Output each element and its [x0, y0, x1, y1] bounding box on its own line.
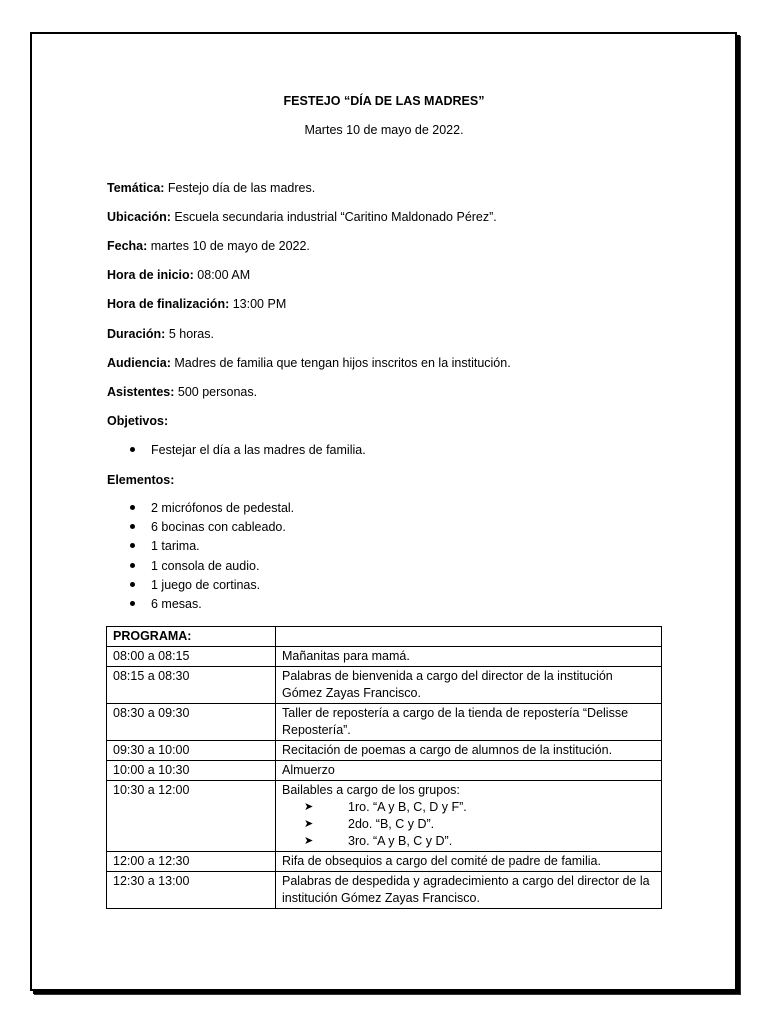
element-text: 1 juego de cortinas.	[151, 578, 261, 592]
element-text: 2 micrófonos de pedestal.	[151, 501, 295, 515]
table-row	[107, 627, 662, 647]
group-text: 2do. “B, C y D”.	[348, 817, 435, 831]
table-row	[107, 741, 662, 761]
table-row	[107, 647, 662, 667]
element-item	[130, 520, 286, 534]
document-date: Martes 10 de mayo de 2022.	[304, 123, 464, 137]
element-text: 1 tarima.	[151, 539, 200, 553]
objective-text: Festejar el día a las madres de familia.	[151, 443, 366, 457]
field-objetivos	[107, 414, 168, 428]
document-title: FESTEJO “DÍA DE LAS MADRES”	[283, 94, 485, 108]
program-table	[106, 626, 662, 909]
element-item	[130, 539, 200, 553]
activity-cell: Palabras de bienvenida a cargo del director de la institución Gómez Zayas Francisco.	[276, 667, 662, 704]
group-item	[282, 833, 655, 850]
time-cell: 08:00 a 08:15	[107, 647, 276, 667]
table-row	[107, 704, 662, 741]
time-cell: 09:30 a 10:00	[107, 741, 276, 761]
field-label: Hora de inicio:	[107, 268, 194, 282]
field-value: 13:00 PM	[229, 297, 287, 311]
field-audiencia	[107, 356, 511, 370]
activity-text: Bailables a cargo de los grupos:	[282, 783, 460, 797]
element-item	[130, 578, 260, 592]
table-row	[107, 852, 662, 872]
field-value: 500 personas.	[174, 385, 258, 399]
field-value: Madres de familia que tengan hijos inscritos en la institución.	[170, 356, 511, 370]
activity-cell: Recitación de poemas a cargo de alumnos de la institución.	[276, 741, 662, 761]
groups-list	[282, 799, 655, 850]
field-ubicacion	[107, 210, 497, 224]
activity-cell: Taller de repostería a cargo de la tienda de repostería “Delisse Repostería”.	[276, 704, 662, 741]
bullet-icon	[130, 524, 135, 529]
field-tematica	[107, 181, 315, 195]
field-asistentes	[107, 385, 257, 399]
table-row	[107, 872, 662, 909]
field-label: Audiencia:	[107, 356, 171, 370]
field-value: Escuela secundaria industrial “Caritino Maldonado Pérez”.	[170, 210, 497, 224]
field-label: Ubicación:	[107, 210, 171, 224]
activity-cell: Rifa de obsequios a cargo del comité de padre de familia.	[276, 852, 662, 872]
bullet-icon	[130, 543, 135, 548]
time-cell: 10:30 a 12:00	[107, 781, 276, 852]
table-row	[107, 761, 662, 781]
field-hora-inicio	[107, 268, 250, 282]
field-value: 08:00 AM	[193, 268, 251, 282]
group-text: 1ro. “A y B, C, D y F”.	[348, 800, 467, 814]
field-label: Hora de finalización:	[107, 297, 230, 311]
field-hora-finalizacion	[107, 297, 286, 311]
time-cell: 08:15 a 08:30	[107, 667, 276, 704]
field-duracion	[107, 327, 214, 341]
arrow-bullet-icon: ➤	[304, 835, 314, 847]
table-row	[107, 781, 662, 852]
bullet-icon	[130, 447, 135, 452]
group-text: 3ro. “A y B, C y D”.	[348, 834, 453, 848]
element-item	[130, 501, 294, 515]
activity-cell: Palabras de despedida y agradecimiento a cargo del director de la institución Gómez Zayas Francisco.	[276, 872, 662, 909]
time-cell: 10:00 a 10:30	[107, 761, 276, 781]
group-item	[282, 816, 655, 833]
program-heading: PROGRAMA:	[107, 627, 276, 647]
activity-cell	[276, 781, 662, 852]
field-label: Objetivos:	[107, 414, 169, 428]
elements-heading	[107, 473, 174, 487]
arrow-bullet-icon: ➤	[304, 818, 314, 830]
field-fecha	[107, 239, 310, 253]
field-value: 5 horas.	[165, 327, 214, 341]
element-text: 6 bocinas con cableado.	[151, 520, 286, 534]
bullet-icon	[130, 563, 135, 568]
bullet-icon	[130, 582, 135, 587]
arrow-bullet-icon: ➤	[304, 801, 314, 813]
time-cell: 12:30 a 13:00	[107, 872, 276, 909]
bullet-icon	[130, 505, 135, 510]
bullet-icon	[130, 601, 135, 606]
element-text: 6 mesas.	[151, 597, 202, 611]
table-row	[107, 667, 662, 704]
element-item	[130, 559, 259, 573]
field-label: Temática:	[107, 181, 165, 195]
element-item	[130, 597, 202, 611]
activity-cell: Mañanitas para mamá.	[276, 647, 662, 667]
field-value: martes 10 de mayo de 2022.	[147, 239, 310, 253]
table-cell	[276, 627, 662, 647]
group-item	[282, 799, 655, 816]
field-label: Asistentes:	[107, 385, 175, 399]
activity-cell: Almuerzo	[276, 761, 662, 781]
time-cell: 12:00 a 12:30	[107, 852, 276, 872]
field-label: Elementos:	[107, 473, 175, 487]
field-label: Duración:	[107, 327, 166, 341]
field-value: Festejo día de las madres.	[164, 181, 316, 195]
time-cell: 08:30 a 09:30	[107, 704, 276, 741]
objective-item	[130, 443, 366, 457]
field-label: Fecha:	[107, 239, 148, 253]
element-text: 1 consola de audio.	[151, 559, 260, 573]
